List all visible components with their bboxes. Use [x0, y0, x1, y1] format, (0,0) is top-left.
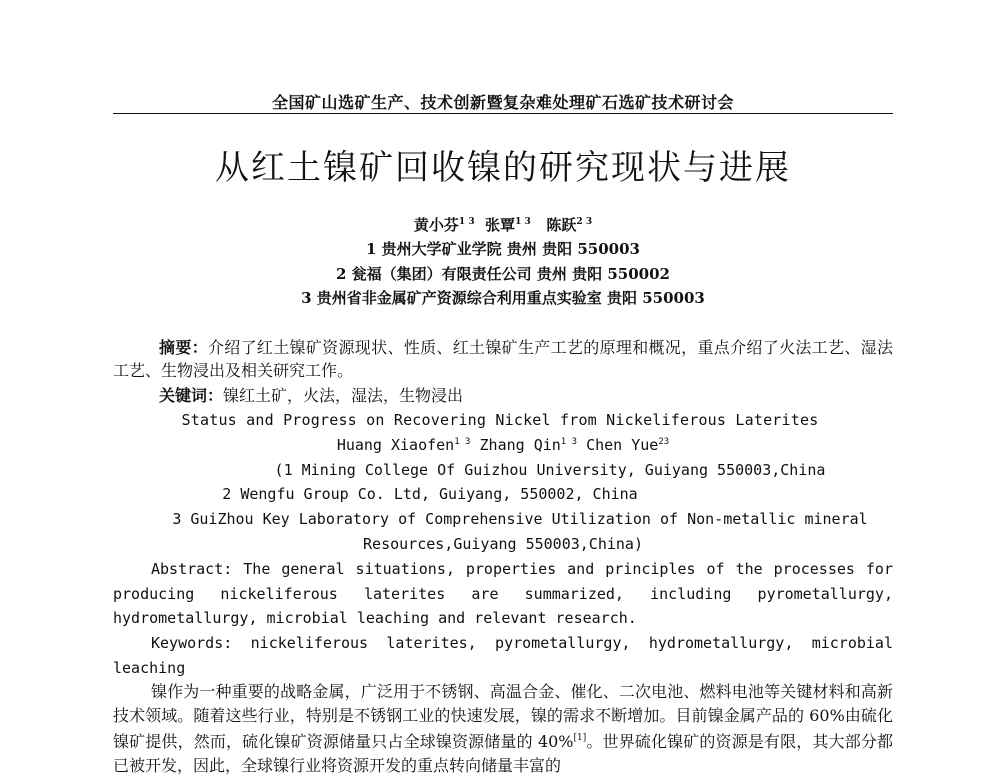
- running-header: 全国矿山选矿生产、技术创新暨复杂难处理矿石选矿技术研讨会: [271, 93, 734, 112]
- body-text-tail: 。世界硫化镍矿的资源是有限，其大部分都已被开发，因此，全球镍行业将资源开发的重点转向储量丰富的: [113, 732, 893, 775]
- author-name-en: Huang Xiaofen: [336, 436, 455, 454]
- abstract-en: Abstract: The general situations, properties and principles of the processes for producing nickeliferous laterites are summarized, including pyrometallurgy, hydrometallurgy, microbial leaching and relevant research.: [113, 560, 893, 627]
- affiliation-en-4: Resources,Guiyang 550003,China): [363, 535, 643, 553]
- authors-cn: [113, 214, 893, 235]
- english-authors: [113, 436, 893, 454]
- author-name: 陈跃: [546, 216, 577, 234]
- english-title: Status and Progress on Recovering Nickel from Nickeliferous Laterites: [181, 411, 819, 429]
- author-sup: 2 3: [576, 217, 593, 227]
- citation-ref: [1]: [573, 733, 587, 743]
- header-rule: [113, 113, 893, 114]
- affiliation-en-2: 2 Wengfu Group Co. Ltd, Guiyang, 550002, China: [222, 485, 638, 503]
- author-sup-en: 1 3: [454, 437, 471, 447]
- affiliation-en-3: 3 GuiZhou Key Laboratory of Comprehensive Utilization of Non-metallic mineral: [172, 510, 868, 528]
- abstract-cn-text: 介绍了红土镍矿资源现状、性质、红土镍矿生产工艺的原理和概况，重点介绍了火法工艺、湿法工艺、生物浸出及相关研究工作。: [113, 338, 893, 380]
- abstract-cn: [113, 336, 893, 382]
- affiliation-cn-1: 1 贵州大学矿业学院 贵州 贵阳 550003: [366, 240, 640, 258]
- author-name-en: Chen Yue: [586, 436, 659, 454]
- body-text: 镍作为一种重要的战略金属，广泛用于不锈钢、高温合金、催化、二次电池、燃料电池等关键材料和高新技术领域。随着这些行业，特别是不锈钢工业的快速发展，镍的需求不断增加。目前镍金属产品的 60%由硫化镍矿提供，然而，硫化镍矿资源储量只占全球镍资源储量的 40%: [113, 682, 893, 751]
- affiliation-cn-3: 3 贵州省非金属矿产资源综合利用重点实验室 贵阳 550003: [301, 289, 705, 307]
- author-sup: 1 3: [458, 217, 475, 227]
- affiliation-cn-2: 2 瓮福（集团）有限责任公司 贵州 贵阳 550002: [336, 265, 670, 283]
- author-name-en: Zhang Qin: [479, 436, 561, 454]
- author-sup-en: 23: [658, 437, 670, 447]
- author-sup-en: 1 3: [560, 437, 578, 447]
- keywords-en: Keywords: nickeliferous laterites, pyrometallurgy, hydrometallurgy, microbial leaching: [113, 634, 893, 677]
- affiliation-en-1: (1 Mining College Of Guizhou University, Guiyang 550003,China: [274, 461, 826, 479]
- author-name: 黄小芬: [413, 216, 459, 234]
- abstract-cn-label: 摘要：: [159, 338, 208, 357]
- keywords-cn-text: 镍红土矿，火法，湿法，生物浸出: [223, 386, 464, 405]
- keywords-cn-label: 关键词：: [159, 386, 224, 405]
- author-name: 张覃: [485, 216, 516, 234]
- paper-title: 从红土镍矿回收镍的研究现状与进展: [215, 148, 791, 188]
- keywords-cn: [159, 384, 893, 407]
- body-paragraph: [113, 680, 893, 777]
- author-sup: 1 3: [515, 217, 531, 227]
